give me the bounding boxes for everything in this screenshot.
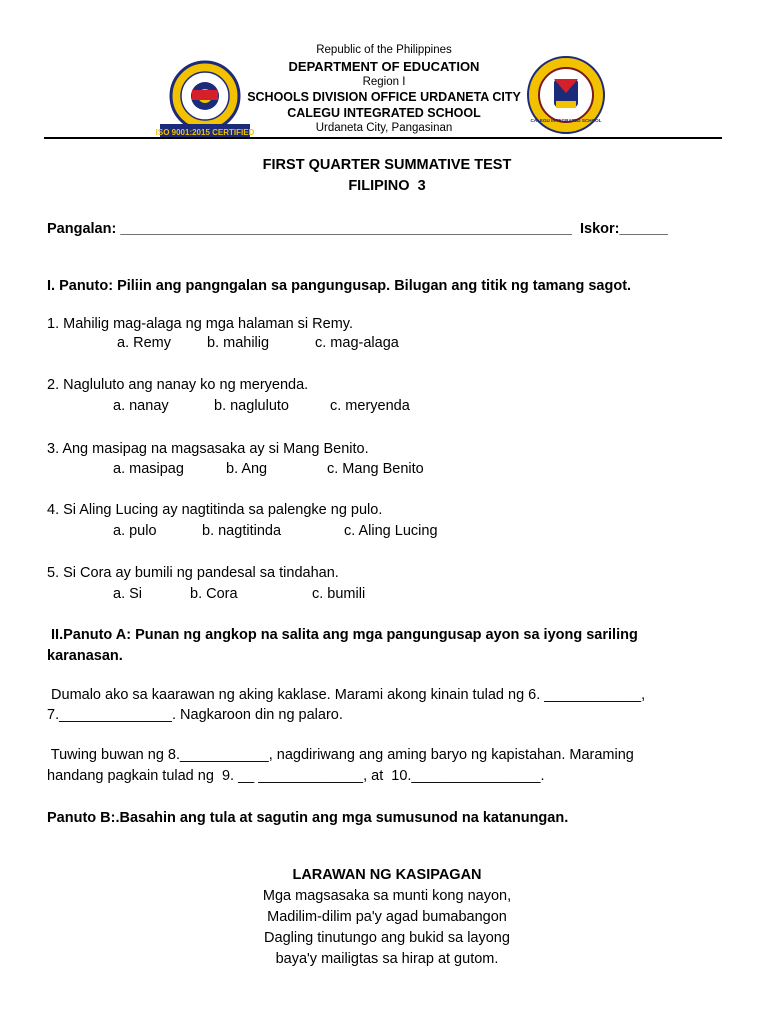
paragraph2-line1: Tuwing buwan ng 8.___________, nagdiriwang ang aming baryo ng kapistahan. Maraming <box>47 747 634 763</box>
paragraph1-line1: Dumalo ako sa kaarawan ng aking kaklase. Marami akong kinain tulad ng 6. ____________, <box>47 687 646 703</box>
logo-iso-text: ISO 9001:2015 CERTIFIED <box>155 128 255 137</box>
poem-line-2: Madilim-dilim pa'y agad bumabangon <box>267 909 507 925</box>
region-label: Region I <box>362 76 406 88</box>
logo-school-text: CALEGU INTEGRATED SCHOOL <box>530 118 602 123</box>
question-1: 1. Mahilig mag-alaga ng mga halaman si Remy. <box>47 316 353 332</box>
test-subject: FILIPINO 3 <box>348 178 426 194</box>
division-label: SCHOOLS DIVISION OFFICE URDANETA CITY <box>247 90 521 104</box>
poem-line-3: Dagling tinutungo ang bukid sa layong <box>264 930 510 946</box>
q5-option-c: c. bumili <box>312 586 366 602</box>
letterhead <box>0 0 768 140</box>
q4-option-a: a. pulo <box>113 523 157 539</box>
part2-instruction-line1: II.Panuto A: Punan ng angkop na salita ang mga pangungusap ayon sa iyong sariling <box>47 627 638 643</box>
test-title: FIRST QUARTER SUMMATIVE TEST <box>262 157 512 173</box>
header-divider <box>44 137 722 139</box>
department-label: DEPARTMENT OF EDUCATION <box>288 59 480 74</box>
q3-option-c: c. Mang Benito <box>327 461 424 477</box>
paragraph1-line2: 7.______________. Nagkaroon din ng palaro. <box>47 707 343 723</box>
school-label: CALEGU INTEGRATED SCHOOL <box>287 106 481 120</box>
panuto-b-instruction: Panuto B:.Basahin ang tula at sagutin ang mga sumusunod na katanungan. <box>47 810 569 826</box>
city-label: Urdaneta City, Pangasinan <box>315 122 453 134</box>
name-score-line: Pangalan: ________________________________________________________ Iskor:______ <box>47 221 668 237</box>
q4-option-b: b. nagtitinda <box>202 523 282 539</box>
q1-option-a: a. Remy <box>117 335 171 351</box>
part1-instruction: I. Panuto: Piliin ang pangngalan sa pangungusap. Bilugan ang titik ng tamang sagot. <box>47 278 632 294</box>
q3-option-a: a. masipag <box>113 461 184 477</box>
part2-instruction-line2: karanasan. <box>47 648 123 664</box>
question-4: 4. Si Aling Lucing ay nagtitinda sa palengke ng pulo. <box>47 502 383 518</box>
q5-option-a: a. Si <box>113 586 143 602</box>
poem-line-1: Mga magsasaka sa munti kong nayon, <box>262 888 512 904</box>
question-3: 3. Ang masipag na magsasaka ay si Mang Benito. <box>47 441 369 457</box>
poem-title: LARAWAN NG KASIPAGAN <box>292 867 482 883</box>
q1-option-b: b. mahilig <box>207 335 270 351</box>
paragraph2-line2: handang pagkain tulad ng 9. __ _____________, at 10.________________. <box>47 768 545 784</box>
q2-option-c: c. meryenda <box>330 398 410 414</box>
q2-option-a: a. nanay <box>113 398 169 414</box>
question-2: 2. Nagluluto ang nanay ko ng meryenda. <box>47 377 309 393</box>
republic-label: Republic of the Philippines <box>316 44 452 56</box>
q1-option-c: c. mag-alaga <box>315 335 399 351</box>
q2-option-b: b. nagluluto <box>214 398 289 414</box>
question-5: 5. Si Cora ay bumili ng pandesal sa tindahan. <box>47 565 339 581</box>
q4-option-c: c. Aling Lucing <box>344 523 438 539</box>
q3-option-b: b. Ang <box>226 461 268 477</box>
q5-option-b: b. Cora <box>190 586 238 602</box>
poem-line-4: baya'y mailigtas sa hirap at gutom. <box>275 951 499 967</box>
